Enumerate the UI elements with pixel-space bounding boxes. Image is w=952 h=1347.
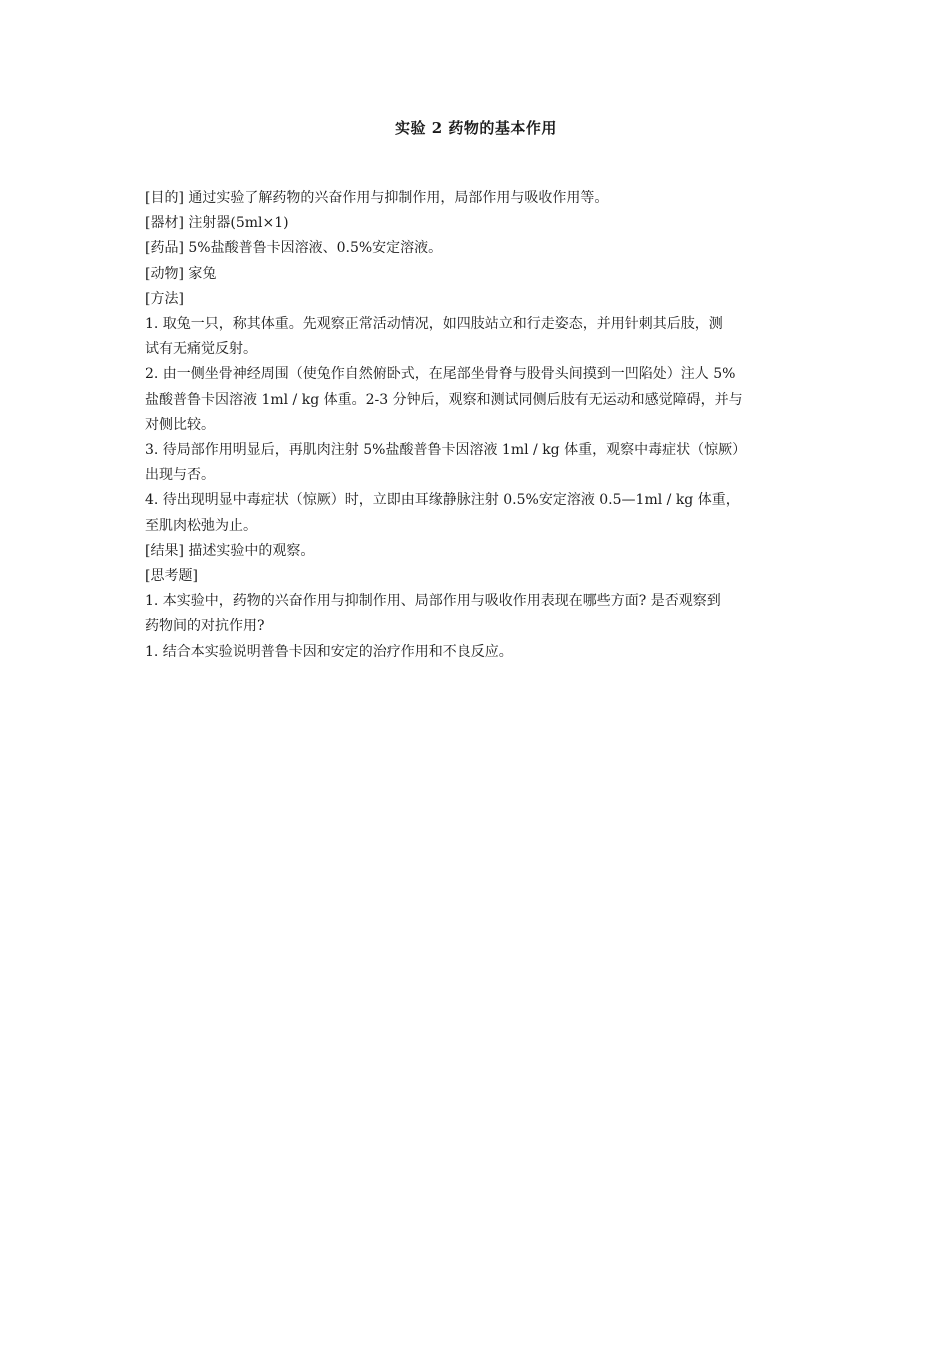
line-question: 1. 结合本实验说明普鲁卡因和安定的治疗作用和不良反应。: [145, 643, 513, 660]
line-animal: [动物] 家兔: [145, 265, 217, 282]
line-method-step: 4. 待出现明显中毒症状（惊厥）时，立即由耳缘静脉注射 0.5%安定溶液 0.5—1ml / kg 体重，: [145, 492, 740, 509]
line-method-step: 盐酸普鲁卡因溶液 1ml / kg 体重。2-3 分钟后，观察和测试同侧后肢有无运动和感觉障碍，并与: [145, 391, 743, 408]
line-purpose: [目的] 通过实验了解药物的兴奋作用与抑制作用，局部作用与吸收作用等。: [145, 190, 609, 206]
line-method-step: 出现与否。: [145, 467, 215, 484]
line-results: [结果] 描述实验中的观察。: [145, 542, 315, 559]
line-method-step: 3. 待局部作用明显后，再肌肉注射 5%盐酸普鲁卡因溶液 1ml / kg 体重，观察中毒症状（惊厥）: [145, 442, 747, 459]
line-method-step: 试有无痛觉反射。: [145, 341, 257, 358]
line-method-step: 2. 由一侧坐骨神经周围（使兔作自然俯卧式，在尾部坐骨脊与股骨头间摸到一凹陷处）注人 5%: [145, 366, 736, 383]
line-question: 1. 本实验中，药物的兴奋作用与抑制作用、局部作用与吸收作用表现在哪些方面? 是否观察到: [145, 593, 721, 610]
line-drugs: [药品] 5%盐酸普鲁卡因溶液、0.5%安定溶液。: [145, 240, 443, 257]
line-question: 药物间的对抗作用?: [145, 618, 265, 635]
line-equipment: [器材] 注射器(5ml×1): [145, 215, 289, 232]
document-title: 实验 2 药物的基本作用: [395, 119, 557, 137]
line-questions-heading: [思考题]: [145, 568, 198, 585]
line-method-step: 1. 取兔一只，称其体重。先观察正常活动情况，如四肢站立和行走姿态，并用针刺其后肢，测: [145, 316, 723, 333]
line-method-step: 至肌肉松弛为止。: [145, 517, 257, 534]
line-method-step: 对侧比较。: [145, 416, 215, 433]
document-body: [145, 186, 813, 665]
line-method-heading: [方法]: [145, 290, 184, 307]
